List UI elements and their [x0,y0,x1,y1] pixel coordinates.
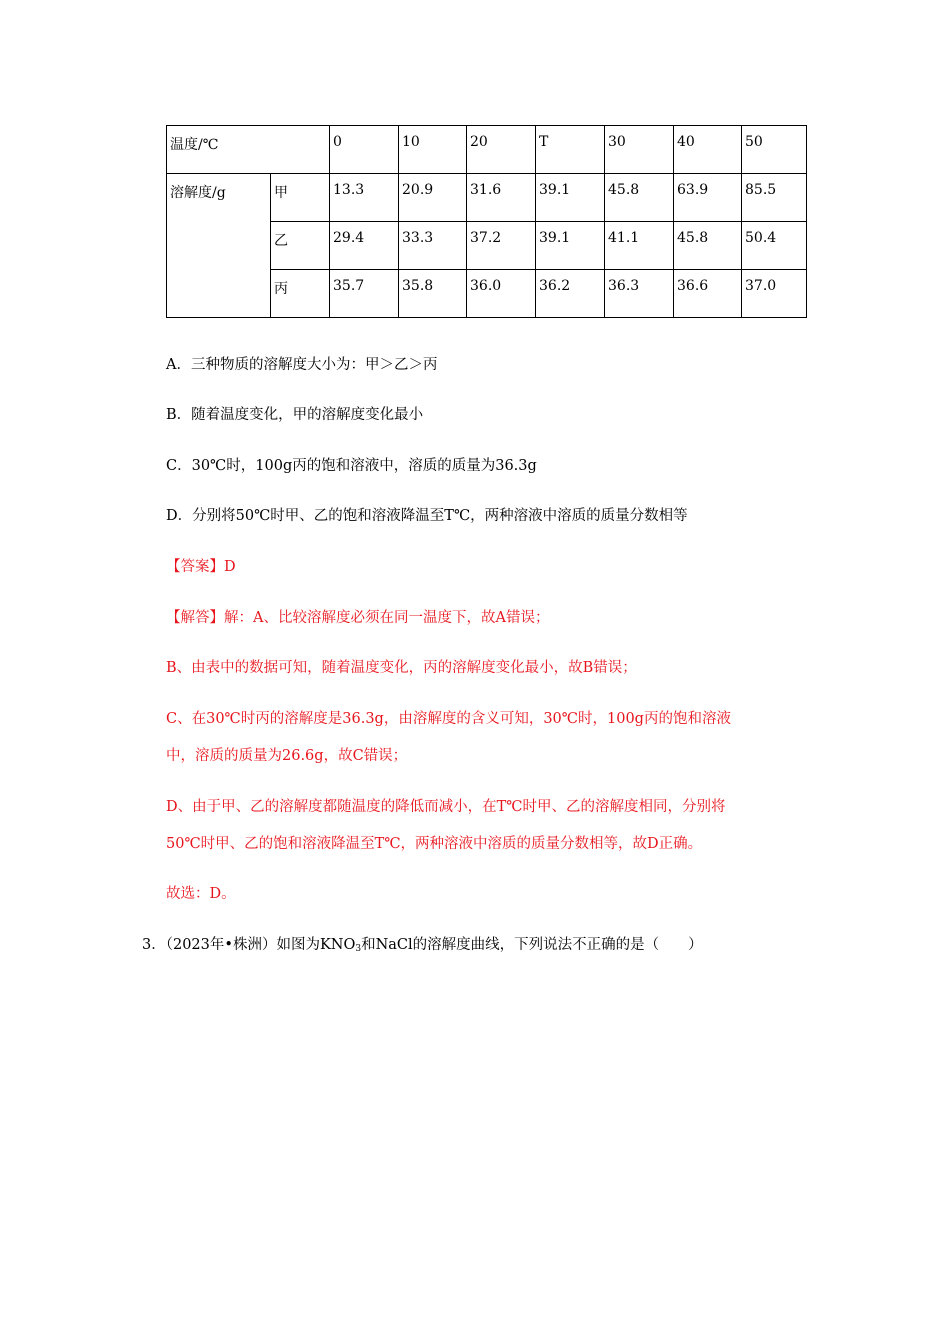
solubility-table [166,125,807,318]
analysis-line-4b: 50℃时甲、乙的饱和溶液降温至T℃，两种溶液中溶质的质量分数相等，故D正确。 [166,836,703,852]
temp-cell: 50 [742,126,807,174]
table-cell: 36.6 [674,270,742,318]
solubility-label: 溶解度/g [167,174,271,318]
table-cell: 36.3 [605,270,674,318]
option-d: D．分别将50℃时甲、乙的饱和溶液降温至T℃，两种溶液中溶质的质量分数相等 [166,508,688,524]
table-cell: 36.0 [467,270,536,318]
table-cell: 35.8 [399,270,467,318]
question-number: 3． [142,937,166,953]
option-b: B．随着温度变化，甲的溶解度变化最小 [166,407,424,423]
table-cell: 36.2 [536,270,605,318]
table-row [167,174,807,222]
option-c: C．30℃时，100g丙的饱和溶液中，溶质的质量为36.3g [166,458,537,474]
table-cell: 37.2 [467,222,536,270]
table-cell: 63.9 [674,174,742,222]
table-cell: 33.3 [399,222,467,270]
answer-tag: 【答案】 [166,559,224,575]
table-cell: 41.1 [605,222,674,270]
table-cell: 50.4 [742,222,807,270]
temp-cell: T [536,126,605,174]
table-cell: 39.1 [536,174,605,222]
table-cell: 39.1 [536,222,605,270]
analysis-line-3a: C、在30℃时丙的溶解度是36.3g，由溶解度的含义可知，30℃时，100g丙的饱和溶液 [166,711,731,727]
analysis-line-2: B、由表中的数据可知，随着温度变化，丙的溶解度变化最小，故B错误； [166,660,637,676]
question-text-end: 和NaCl的溶解度曲线，下列说法不正确的是（ ） [361,937,703,953]
analysis-conclusion: 故选：D。 [166,886,236,902]
analysis-tag: 【解答】 [166,610,224,626]
table-cell: 85.5 [742,174,807,222]
table-cell: 45.8 [605,174,674,222]
temp-cell: 30 [605,126,674,174]
table-cell: 31.6 [467,174,536,222]
analysis-line-1 [166,608,549,628]
temp-cell: 0 [330,126,399,174]
table-cell: 35.7 [330,270,399,318]
table-cell: 13.3 [330,174,399,222]
substance-name: 甲 [271,174,330,222]
question-subscript: 3 [355,944,362,954]
analysis-text: 解：A、比较溶解度必须在同一温度下，故A错误； [224,610,550,626]
table-header-row [167,126,807,174]
temperature-label: 温度/℃ [167,126,330,174]
temp-cell: 40 [674,126,742,174]
answer-value: D [224,559,236,575]
substance-name: 乙 [271,222,330,270]
temp-cell: 20 [467,126,536,174]
temp-cell: 10 [399,126,467,174]
question-3 [142,935,703,959]
table-cell: 45.8 [674,222,742,270]
option-a: A．三种物质的溶解度大小为：甲＞乙＞丙 [166,357,438,373]
analysis-line-4a: D、由于甲、乙的溶解度都随温度的降低而减小，在T℃时甲、乙的溶解度相同，分别将 [166,799,726,815]
substance-name: 丙 [271,270,330,318]
table-cell: 37.0 [742,270,807,318]
table-cell: 20.9 [399,174,467,222]
table-cell: 29.4 [330,222,399,270]
question-text-start: （2023年•株洲）如图为KNO [165,937,356,953]
answer-line [166,557,236,577]
analysis-line-3b: 中，溶质的质量为26.6g，故C错误； [166,748,408,764]
